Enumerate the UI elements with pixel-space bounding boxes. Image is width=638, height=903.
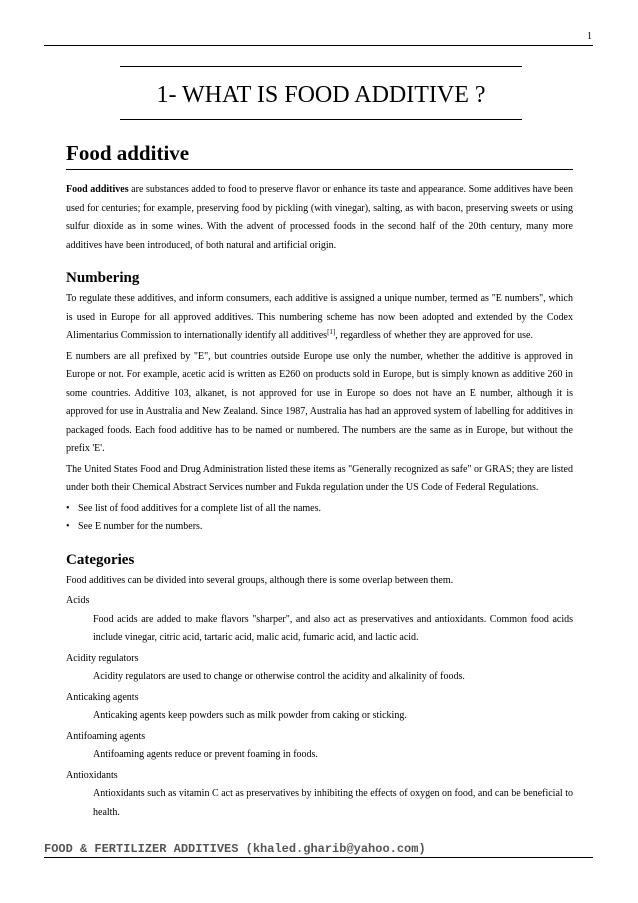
numbering-paragraph-1 xyxy=(66,290,573,346)
list-item-text[interactable]: See E number for the numbers. xyxy=(78,521,203,532)
list-item-text[interactable]: See list of food additives for a complete list of all the names. xyxy=(78,502,321,514)
bullet-icon: • xyxy=(66,502,70,514)
header-rule xyxy=(44,45,593,46)
list-item xyxy=(66,500,573,519)
intro-paragraph xyxy=(66,181,573,255)
footer-rule xyxy=(44,857,593,858)
section-title: Food additive xyxy=(66,140,573,170)
numbering-p1-before: To regulate these additives, and inform consumers, each additive is assigned a unique number, termed as "E numbers", which is used in Europe for all approved additives. This numbering scheme has now been adopted and extended by the Codex Alimentarius Commission to internationally identify all additives xyxy=(66,293,573,341)
categories-intro: Food additives can be divided into several groups, although there is some overlap between them. xyxy=(66,574,454,586)
categories-heading: Categories xyxy=(66,551,135,568)
category-description: Antifoaming agents reduce or prevent foaming in foods. xyxy=(93,749,318,760)
category-description: Food acids are added to make flavors "sharper", and also act as preservatives and antioxidants. Common food acids include vinegar, citric acid, tartaric acid, malic acid, fumaric acid, and lactic acid. xyxy=(93,613,573,643)
category-term: Antioxidants xyxy=(66,769,118,781)
numbering-p1-after: , regardless of whether they are approved for use. xyxy=(335,330,533,341)
chapter-title: 1- WHAT IS FOOD ADDITIVE ? xyxy=(156,82,486,108)
title-rule-top xyxy=(120,66,522,67)
category-term: Acidity regulators xyxy=(66,652,139,664)
category-description: Antioxidants such as vitamin C act as preservatives by inhibiting the effects of oxygen on food, and can be beneficial to health. xyxy=(93,788,573,818)
numbering-paragraph-3: The United States Food and Drug Administration listed these items as "Generally recognized as safe" or GRAS; they are listed under both their Chemical Abstract Services number and Fukda regulation under the US Code of Federal Regulations. xyxy=(66,463,573,493)
numbering-paragraph-2: E numbers are all prefixed by "E", but countries outside Europe use only the number, whether the additive is approved in Europe or not. For example, acetic acid is written as E260 on products sold in Europe, but is simply known as additive 260 in some countries. Additive 103, alkanet, is not approved for use in Europe so does not have an E number, although it is approved for use in Australia and New Zealand. Since 1987, Australia has had an approved system of labelling for additives in packaged foods. Each food additive has to be named or numbered. The numbers are the same as in Europe, but without the prefix 'E'. xyxy=(66,350,573,454)
see-also-list xyxy=(66,500,573,537)
reference-link[interactable]: [1] xyxy=(327,328,336,336)
category-description: Acidity regulators are used to change or otherwise control the acidity and alkalinity of foods. xyxy=(93,671,465,682)
list-item xyxy=(66,518,573,537)
bullet-icon: • xyxy=(66,521,70,532)
intro-term: Food additives xyxy=(66,184,129,195)
title-rule-bottom xyxy=(120,119,522,120)
document-body xyxy=(66,140,573,822)
category-term: Antifoaming agents xyxy=(66,730,146,742)
category-description: Anticaking agents keep powders such as milk powder from caking or sticking. xyxy=(93,710,407,721)
numbering-heading: Numbering xyxy=(66,270,140,286)
category-term: Acids xyxy=(66,595,90,606)
footer-text: FOOD & FERTILIZER ADDITIVES (khaled.gharib@yahoo.com) xyxy=(44,842,426,856)
intro-text: are substances added to food to preserve flavor or enhance its taste and appearance. Some additives have been used for centuries; for example, preserving food by pickling (with vinegar), salting, as with bacon, preserving sweets or using sulfur dioxide as in some wines. With the advent of processed foods in the second half of the 20th century, many more additives have been introduced, of both natural and artificial origin. xyxy=(66,184,573,251)
category-term: Anticaking agents xyxy=(66,691,139,703)
page-number: 1 xyxy=(587,31,592,42)
